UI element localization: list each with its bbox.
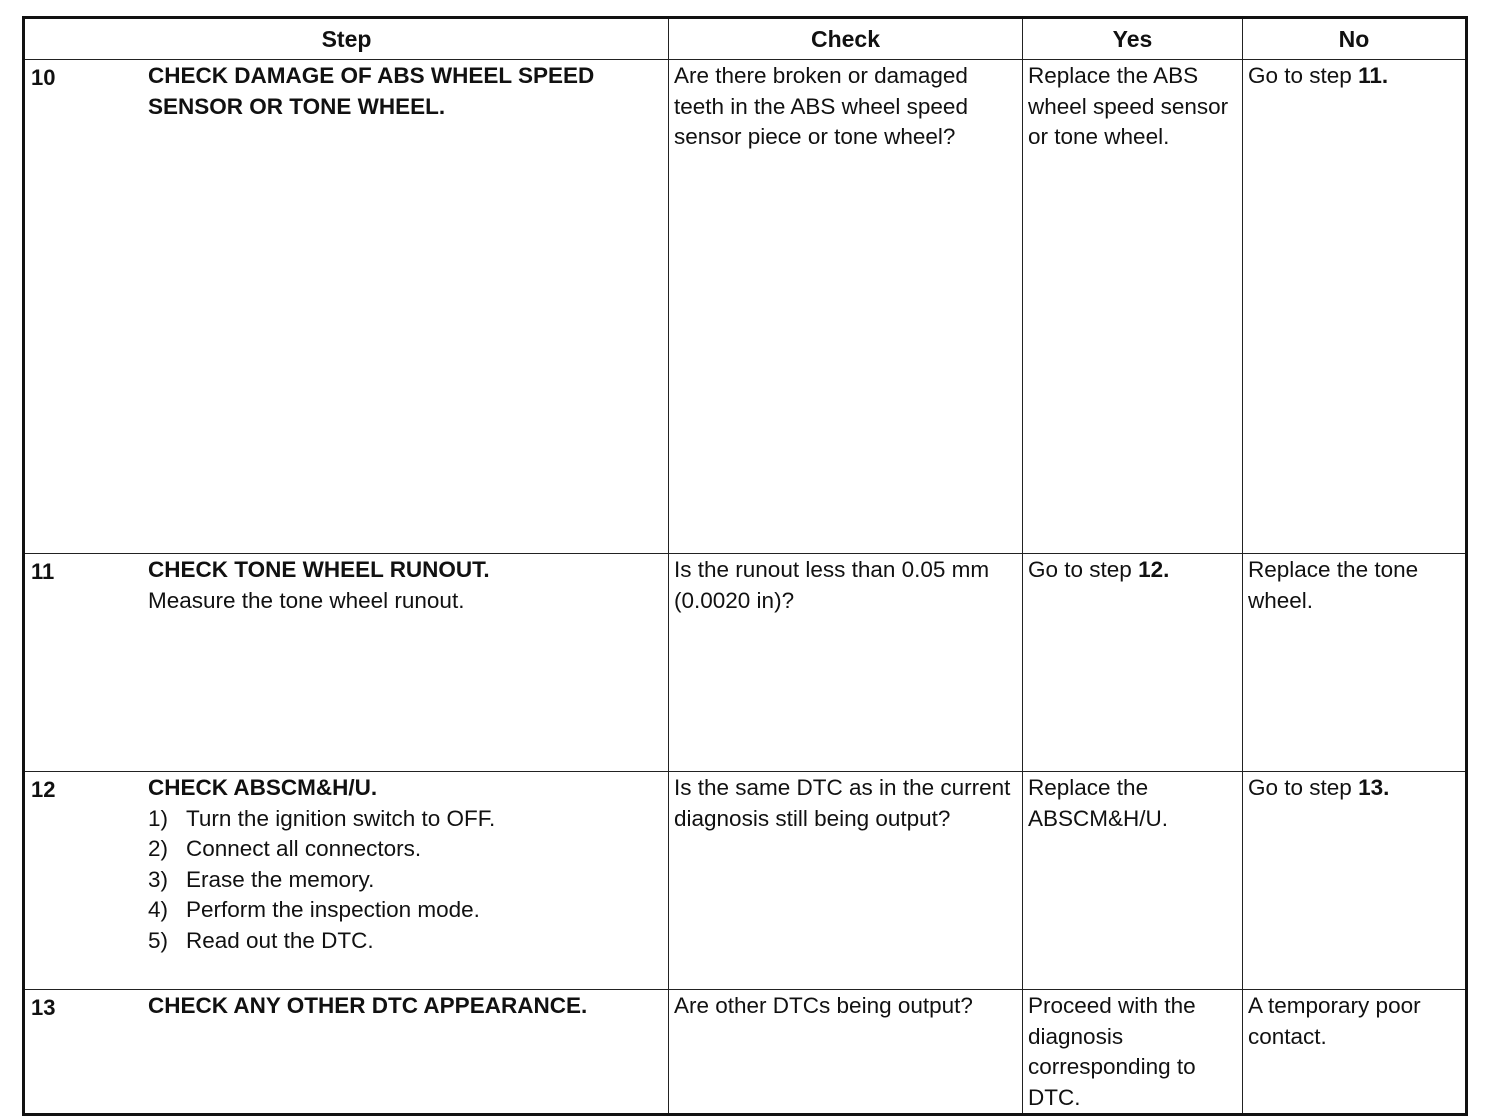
yes-text (1023, 554, 1242, 586)
header-no: No (1243, 18, 1467, 60)
header-check: Check (669, 18, 1023, 60)
no-prefix: Go to step (1248, 63, 1352, 88)
step-description: Measure the tone wheel runout. (148, 587, 465, 613)
table-row (24, 554, 1467, 772)
procedure-text: Turn the ignition switch to OFF. (186, 805, 496, 831)
no-step-ref: 11. (1358, 63, 1389, 88)
procedure-item (148, 804, 660, 835)
step-cell (24, 554, 669, 772)
check-text: Are other DTCs being output? (674, 993, 973, 1018)
yes-step-ref: 12. (1138, 557, 1170, 582)
procedure-text: Erase the memory. (186, 866, 375, 892)
step-number: 10 (31, 65, 56, 90)
procedure-number: 2) (148, 836, 169, 861)
yes-text: Proceed with the diagnosis corresponding to DTC. (1028, 993, 1196, 1110)
yes-text: Replace the ABSCM&H/U. (1028, 775, 1169, 831)
procedure-text: Connect all connectors. (186, 836, 422, 861)
step-title: CHECK TONE WHEEL RUNOUT. (148, 557, 490, 582)
check-cell (669, 990, 1023, 1115)
no-text: Replace the tone wheel. (1248, 557, 1419, 613)
diagnosis-table (22, 16, 1468, 1116)
procedure-number: 3) (148, 866, 169, 892)
procedure-item (148, 926, 660, 957)
step-title: CHECK ABSCM&H/U. (148, 775, 378, 800)
check-cell (669, 60, 1023, 554)
check-cell (669, 772, 1023, 990)
no-cell (1243, 554, 1467, 772)
check-cell (669, 554, 1023, 772)
step-cell (24, 772, 669, 990)
check-text: Are there broken or damaged teeth in the ABS wheel speed sensor piece or tone wheel? (674, 63, 968, 149)
table-header-row (24, 18, 1467, 60)
procedure-number: 5) (148, 927, 169, 953)
no-step-ref: 13. (1358, 775, 1390, 800)
procedure-item (148, 865, 660, 896)
step-number: 11 (31, 559, 55, 584)
step-number: 12 (31, 777, 56, 802)
yes-prefix: Go to step (1028, 557, 1132, 582)
step-title: CHECK ANY OTHER DTC APPEARANCE. (148, 993, 588, 1018)
header-yes: Yes (1023, 18, 1243, 60)
no-cell (1243, 772, 1467, 990)
procedure-item (148, 895, 660, 926)
no-prefix: Go to step (1248, 775, 1352, 800)
table-row (24, 60, 1467, 554)
no-text (1243, 60, 1465, 92)
check-text: Is the runout less than 0.05 mm (0.0020 in)? (674, 557, 990, 613)
yes-cell (1023, 554, 1243, 772)
procedure-item (148, 834, 660, 865)
yes-cell (1023, 60, 1243, 554)
step-title: CHECK DAMAGE OF ABS WHEEL SPEED SENSOR OR TONE WHEEL. (148, 63, 595, 119)
yes-cell (1023, 990, 1243, 1115)
procedure-text: Read out the DTC. (186, 927, 374, 953)
yes-cell (1023, 772, 1243, 990)
procedure-number: 1) (148, 805, 169, 831)
check-text: Is the same DTC as in the current diagnosis still being output? (674, 775, 1011, 831)
header-step: Step (24, 18, 669, 60)
step-cell (24, 990, 669, 1115)
table-row (24, 772, 1467, 990)
procedure-number: 4) (148, 897, 169, 922)
step-number: 13 (31, 995, 56, 1020)
no-cell (1243, 990, 1467, 1115)
table-row (24, 990, 1467, 1115)
step-cell (24, 60, 669, 554)
no-text (1243, 772, 1465, 804)
no-cell (1243, 60, 1467, 554)
procedure-text: Perform the inspection mode. (186, 897, 480, 922)
no-text: A temporary poor contact. (1248, 993, 1421, 1049)
yes-text: Replace the ABS wheel speed sensor or tone wheel. (1028, 63, 1229, 149)
procedure-list (148, 804, 660, 957)
